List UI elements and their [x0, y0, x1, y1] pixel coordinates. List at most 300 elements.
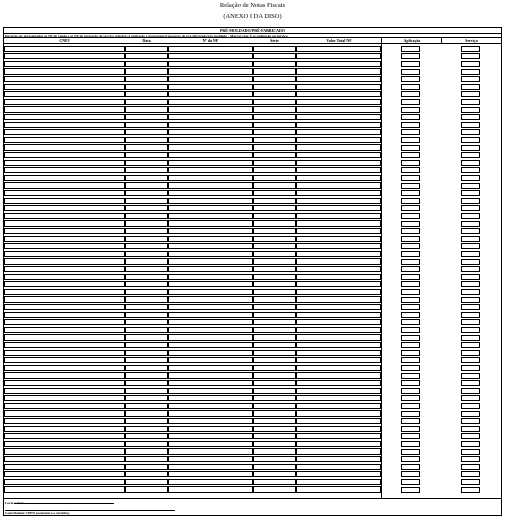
cell-serie[interactable]	[253, 395, 296, 401]
cell-data[interactable]	[125, 327, 168, 333]
cell-data[interactable]	[125, 357, 168, 363]
cell-serie[interactable]	[253, 167, 296, 173]
cell-valor[interactable]	[296, 334, 381, 340]
servico-checkbox[interactable]	[461, 266, 480, 272]
cell-valor[interactable]	[296, 68, 381, 74]
cell-serie[interactable]	[253, 160, 296, 166]
servico-checkbox[interactable]	[461, 395, 480, 401]
cell-cnpj[interactable]	[4, 342, 125, 348]
servico-checkbox[interactable]	[461, 274, 480, 280]
cell-data[interactable]	[125, 167, 168, 173]
cell-nf[interactable]	[168, 205, 253, 211]
cell-data[interactable]	[125, 53, 168, 59]
cell-cnpj[interactable]	[4, 365, 125, 371]
servico-checkbox[interactable]	[461, 183, 480, 189]
cell-serie[interactable]	[253, 312, 296, 318]
cell-cnpj[interactable]	[4, 350, 125, 356]
cell-cnpj[interactable]	[4, 327, 125, 333]
cell-valor[interactable]	[296, 296, 381, 302]
cell-serie[interactable]	[253, 441, 296, 447]
cell-data[interactable]	[125, 281, 168, 287]
cell-valor[interactable]	[296, 312, 381, 318]
servico-checkbox[interactable]	[461, 152, 480, 158]
cell-data[interactable]	[125, 205, 168, 211]
servico-checkbox[interactable]	[461, 46, 480, 52]
cell-nf[interactable]	[168, 76, 253, 82]
cell-cnpj[interactable]	[4, 448, 125, 454]
servico-checkbox[interactable]	[461, 487, 480, 493]
cell-cnpj[interactable]	[4, 334, 125, 340]
servico-checkbox[interactable]	[461, 304, 480, 310]
cell-serie[interactable]	[253, 365, 296, 371]
aplicacao-checkbox[interactable]	[401, 464, 420, 470]
cell-data[interactable]	[125, 388, 168, 394]
aplicacao-checkbox[interactable]	[401, 297, 420, 303]
cell-serie[interactable]	[253, 479, 296, 485]
cell-cnpj[interactable]	[4, 122, 125, 128]
cell-data[interactable]	[125, 68, 168, 74]
cell-valor[interactable]	[296, 251, 381, 257]
cell-cnpj[interactable]	[4, 289, 125, 295]
servico-checkbox[interactable]	[461, 319, 480, 325]
aplicacao-checkbox[interactable]	[401, 327, 420, 333]
cell-nf[interactable]	[168, 418, 253, 424]
cell-valor[interactable]	[296, 456, 381, 462]
cell-serie[interactable]	[253, 152, 296, 158]
cell-data[interactable]	[125, 152, 168, 158]
cell-nf[interactable]	[168, 372, 253, 378]
cell-valor[interactable]	[296, 122, 381, 128]
servico-checkbox[interactable]	[461, 160, 480, 166]
cell-valor[interactable]	[296, 114, 381, 120]
servico-checkbox[interactable]	[461, 433, 480, 439]
aplicacao-checkbox[interactable]	[401, 373, 420, 379]
cell-valor[interactable]	[296, 198, 381, 204]
cell-valor[interactable]	[296, 167, 381, 173]
cell-serie[interactable]	[253, 175, 296, 181]
servico-checkbox[interactable]	[461, 228, 480, 234]
servico-checkbox[interactable]	[461, 403, 480, 409]
cell-serie[interactable]	[253, 236, 296, 242]
cell-cnpj[interactable]	[4, 53, 125, 59]
cell-cnpj[interactable]	[4, 304, 125, 310]
cell-data[interactable]	[125, 304, 168, 310]
aplicacao-checkbox[interactable]	[401, 365, 420, 371]
cell-serie[interactable]	[253, 243, 296, 249]
servico-checkbox[interactable]	[461, 145, 480, 151]
cell-valor[interactable]	[296, 365, 381, 371]
cell-nf[interactable]	[168, 182, 253, 188]
cell-serie[interactable]	[253, 274, 296, 280]
cell-valor[interactable]	[296, 243, 381, 249]
cell-serie[interactable]	[253, 342, 296, 348]
cell-cnpj[interactable]	[4, 281, 125, 287]
cell-serie[interactable]	[253, 464, 296, 470]
cell-serie[interactable]	[253, 84, 296, 90]
cell-data[interactable]	[125, 190, 168, 196]
cell-serie[interactable]	[253, 91, 296, 97]
cell-data[interactable]	[125, 99, 168, 105]
cell-data[interactable]	[125, 342, 168, 348]
aplicacao-checkbox[interactable]	[401, 198, 420, 204]
cell-valor[interactable]	[296, 152, 381, 158]
cell-data[interactable]	[125, 258, 168, 264]
cell-valor[interactable]	[296, 106, 381, 112]
aplicacao-checkbox[interactable]	[401, 122, 420, 128]
cell-valor[interactable]	[296, 175, 381, 181]
cell-nf[interactable]	[168, 68, 253, 74]
aplicacao-checkbox[interactable]	[401, 289, 420, 295]
cell-data[interactable]	[125, 395, 168, 401]
aplicacao-checkbox[interactable]	[401, 107, 420, 113]
cell-cnpj[interactable]	[4, 129, 125, 135]
cell-data[interactable]	[125, 228, 168, 234]
aplicacao-checkbox[interactable]	[401, 190, 420, 196]
cell-valor[interactable]	[296, 319, 381, 325]
aplicacao-checkbox[interactable]	[401, 53, 420, 59]
cell-valor[interactable]	[296, 137, 381, 143]
cell-nf[interactable]	[168, 61, 253, 67]
cell-nf[interactable]	[168, 365, 253, 371]
cell-nf[interactable]	[168, 296, 253, 302]
servico-checkbox[interactable]	[461, 251, 480, 257]
cell-cnpj[interactable]	[4, 228, 125, 234]
cell-serie[interactable]	[253, 403, 296, 409]
cell-nf[interactable]	[168, 198, 253, 204]
servico-checkbox[interactable]	[461, 365, 480, 371]
cell-serie[interactable]	[253, 418, 296, 424]
cell-nf[interactable]	[168, 486, 253, 492]
cell-nf[interactable]	[168, 213, 253, 219]
servico-checkbox[interactable]	[461, 107, 480, 113]
aplicacao-checkbox[interactable]	[401, 228, 420, 234]
aplicacao-checkbox[interactable]	[401, 213, 420, 219]
cell-valor[interactable]	[296, 403, 381, 409]
cell-serie[interactable]	[253, 372, 296, 378]
cell-cnpj[interactable]	[4, 372, 125, 378]
servico-checkbox[interactable]	[461, 297, 480, 303]
cell-data[interactable]	[125, 365, 168, 371]
cell-cnpj[interactable]	[4, 357, 125, 363]
cell-serie[interactable]	[253, 205, 296, 211]
servico-checkbox[interactable]	[461, 312, 480, 318]
cell-valor[interactable]	[296, 471, 381, 477]
cell-cnpj[interactable]	[4, 433, 125, 439]
cell-data[interactable]	[125, 266, 168, 272]
cell-cnpj[interactable]	[4, 456, 125, 462]
cell-data[interactable]	[125, 418, 168, 424]
cell-valor[interactable]	[296, 464, 381, 470]
cell-nf[interactable]	[168, 403, 253, 409]
cell-cnpj[interactable]	[4, 319, 125, 325]
cell-data[interactable]	[125, 403, 168, 409]
aplicacao-checkbox[interactable]	[401, 411, 420, 417]
aplicacao-checkbox[interactable]	[401, 479, 420, 485]
servico-checkbox[interactable]	[461, 373, 480, 379]
cell-cnpj[interactable]	[4, 403, 125, 409]
cell-valor[interactable]	[296, 84, 381, 90]
servico-checkbox[interactable]	[461, 76, 480, 82]
aplicacao-checkbox[interactable]	[401, 61, 420, 67]
cell-valor[interactable]	[296, 76, 381, 82]
cell-serie[interactable]	[253, 190, 296, 196]
cell-nf[interactable]	[168, 114, 253, 120]
cell-serie[interactable]	[253, 296, 296, 302]
servico-checkbox[interactable]	[461, 449, 480, 455]
cell-valor[interactable]	[296, 357, 381, 363]
cell-nf[interactable]	[168, 342, 253, 348]
cell-cnpj[interactable]	[4, 91, 125, 97]
cell-nf[interactable]	[168, 190, 253, 196]
cell-data[interactable]	[125, 91, 168, 97]
cell-valor[interactable]	[296, 380, 381, 386]
cell-data[interactable]	[125, 274, 168, 280]
cell-serie[interactable]	[253, 137, 296, 143]
cell-serie[interactable]	[253, 289, 296, 295]
servico-checkbox[interactable]	[461, 418, 480, 424]
cell-valor[interactable]	[296, 53, 381, 59]
aplicacao-checkbox[interactable]	[401, 129, 420, 135]
cell-serie[interactable]	[253, 46, 296, 52]
cell-serie[interactable]	[253, 122, 296, 128]
cell-nf[interactable]	[168, 410, 253, 416]
cell-cnpj[interactable]	[4, 190, 125, 196]
aplicacao-checkbox[interactable]	[401, 487, 420, 493]
servico-checkbox[interactable]	[461, 342, 480, 348]
cell-cnpj[interactable]	[4, 175, 125, 181]
cell-data[interactable]	[125, 122, 168, 128]
cell-nf[interactable]	[168, 357, 253, 363]
servico-checkbox[interactable]	[461, 175, 480, 181]
cell-valor[interactable]	[296, 410, 381, 416]
cell-serie[interactable]	[253, 99, 296, 105]
cell-data[interactable]	[125, 441, 168, 447]
aplicacao-checkbox[interactable]	[401, 395, 420, 401]
cell-nf[interactable]	[168, 91, 253, 97]
aplicacao-checkbox[interactable]	[401, 433, 420, 439]
cell-nf[interactable]	[168, 175, 253, 181]
aplicacao-checkbox[interactable]	[401, 418, 420, 424]
aplicacao-checkbox[interactable]	[401, 380, 420, 386]
aplicacao-checkbox[interactable]	[401, 183, 420, 189]
cell-data[interactable]	[125, 137, 168, 143]
servico-checkbox[interactable]	[461, 327, 480, 333]
cell-cnpj[interactable]	[4, 106, 125, 112]
cell-serie[interactable]	[253, 61, 296, 67]
cell-valor[interactable]	[296, 160, 381, 166]
cell-nf[interactable]	[168, 144, 253, 150]
cell-valor[interactable]	[296, 289, 381, 295]
cell-serie[interactable]	[253, 357, 296, 363]
cell-data[interactable]	[125, 296, 168, 302]
cell-nf[interactable]	[168, 160, 253, 166]
cell-cnpj[interactable]	[4, 266, 125, 272]
cell-data[interactable]	[125, 350, 168, 356]
servico-checkbox[interactable]	[461, 114, 480, 120]
cell-nf[interactable]	[168, 281, 253, 287]
cell-cnpj[interactable]	[4, 61, 125, 67]
cell-data[interactable]	[125, 182, 168, 188]
cell-valor[interactable]	[296, 281, 381, 287]
cell-nf[interactable]	[168, 448, 253, 454]
servico-checkbox[interactable]	[461, 61, 480, 67]
cell-serie[interactable]	[253, 76, 296, 82]
cell-valor[interactable]	[296, 61, 381, 67]
servico-checkbox[interactable]	[461, 281, 480, 287]
cell-nf[interactable]	[168, 350, 253, 356]
servico-checkbox[interactable]	[461, 388, 480, 394]
cell-nf[interactable]	[168, 319, 253, 325]
aplicacao-checkbox[interactable]	[401, 167, 420, 173]
aplicacao-checkbox[interactable]	[401, 471, 420, 477]
cell-serie[interactable]	[253, 471, 296, 477]
cell-data[interactable]	[125, 448, 168, 454]
cell-valor[interactable]	[296, 372, 381, 378]
cell-cnpj[interactable]	[4, 46, 125, 52]
cell-nf[interactable]	[168, 236, 253, 242]
cell-valor[interactable]	[296, 266, 381, 272]
cell-valor[interactable]	[296, 258, 381, 264]
aplicacao-checkbox[interactable]	[401, 342, 420, 348]
aplicacao-checkbox[interactable]	[401, 145, 420, 151]
aplicacao-checkbox[interactable]	[401, 205, 420, 211]
servico-checkbox[interactable]	[461, 205, 480, 211]
servico-checkbox[interactable]	[461, 236, 480, 242]
cell-serie[interactable]	[253, 426, 296, 432]
cell-data[interactable]	[125, 243, 168, 249]
cell-nf[interactable]	[168, 388, 253, 394]
cell-nf[interactable]	[168, 274, 253, 280]
cell-serie[interactable]	[253, 380, 296, 386]
aplicacao-checkbox[interactable]	[401, 426, 420, 432]
cell-data[interactable]	[125, 76, 168, 82]
cell-cnpj[interactable]	[4, 380, 125, 386]
aplicacao-checkbox[interactable]	[401, 243, 420, 249]
cell-nf[interactable]	[168, 289, 253, 295]
cell-data[interactable]	[125, 106, 168, 112]
cell-cnpj[interactable]	[4, 464, 125, 470]
cell-data[interactable]	[125, 160, 168, 166]
cell-nf[interactable]	[168, 380, 253, 386]
cell-nf[interactable]	[168, 129, 253, 135]
cell-serie[interactable]	[253, 319, 296, 325]
cell-nf[interactable]	[168, 137, 253, 143]
aplicacao-checkbox[interactable]	[401, 357, 420, 363]
cell-nf[interactable]	[168, 464, 253, 470]
cell-valor[interactable]	[296, 395, 381, 401]
servico-checkbox[interactable]	[461, 464, 480, 470]
aplicacao-checkbox[interactable]	[401, 152, 420, 158]
cell-nf[interactable]	[168, 471, 253, 477]
cell-cnpj[interactable]	[4, 68, 125, 74]
cell-cnpj[interactable]	[4, 205, 125, 211]
cell-serie[interactable]	[253, 266, 296, 272]
cell-valor[interactable]	[296, 304, 381, 310]
cell-valor[interactable]	[296, 486, 381, 492]
cell-nf[interactable]	[168, 220, 253, 226]
cell-data[interactable]	[125, 410, 168, 416]
servico-checkbox[interactable]	[461, 53, 480, 59]
cell-nf[interactable]	[168, 53, 253, 59]
cell-cnpj[interactable]	[4, 251, 125, 257]
aplicacao-checkbox[interactable]	[401, 137, 420, 143]
cell-serie[interactable]	[253, 220, 296, 226]
cell-nf[interactable]	[168, 479, 253, 485]
aplicacao-checkbox[interactable]	[401, 114, 420, 120]
servico-checkbox[interactable]	[461, 84, 480, 90]
cell-data[interactable]	[125, 380, 168, 386]
servico-checkbox[interactable]	[461, 198, 480, 204]
cell-cnpj[interactable]	[4, 167, 125, 173]
cell-cnpj[interactable]	[4, 479, 125, 485]
aplicacao-checkbox[interactable]	[401, 456, 420, 462]
cell-valor[interactable]	[296, 213, 381, 219]
servico-checkbox[interactable]	[461, 190, 480, 196]
cell-data[interactable]	[125, 471, 168, 477]
cell-serie[interactable]	[253, 334, 296, 340]
cell-data[interactable]	[125, 479, 168, 485]
cell-valor[interactable]	[296, 99, 381, 105]
cell-nf[interactable]	[168, 334, 253, 340]
cell-cnpj[interactable]	[4, 388, 125, 394]
cell-serie[interactable]	[253, 106, 296, 112]
cell-nf[interactable]	[168, 312, 253, 318]
cell-cnpj[interactable]	[4, 76, 125, 82]
cell-valor[interactable]	[296, 350, 381, 356]
cell-data[interactable]	[125, 46, 168, 52]
servico-checkbox[interactable]	[461, 289, 480, 295]
aplicacao-checkbox[interactable]	[401, 441, 420, 447]
cell-serie[interactable]	[253, 213, 296, 219]
cell-data[interactable]	[125, 372, 168, 378]
servico-checkbox[interactable]	[461, 357, 480, 363]
cell-data[interactable]	[125, 236, 168, 242]
cell-valor[interactable]	[296, 220, 381, 226]
aplicacao-checkbox[interactable]	[401, 221, 420, 227]
servico-checkbox[interactable]	[461, 167, 480, 173]
cell-data[interactable]	[125, 129, 168, 135]
cell-serie[interactable]	[253, 410, 296, 416]
cell-nf[interactable]	[168, 84, 253, 90]
cell-valor[interactable]	[296, 426, 381, 432]
aplicacao-checkbox[interactable]	[401, 449, 420, 455]
cell-valor[interactable]	[296, 448, 381, 454]
cell-valor[interactable]	[296, 46, 381, 52]
cell-nf[interactable]	[168, 395, 253, 401]
cell-data[interactable]	[125, 114, 168, 120]
aplicacao-checkbox[interactable]	[401, 335, 420, 341]
cell-data[interactable]	[125, 319, 168, 325]
cell-data[interactable]	[125, 61, 168, 67]
cell-serie[interactable]	[253, 327, 296, 333]
cell-data[interactable]	[125, 312, 168, 318]
cell-cnpj[interactable]	[4, 198, 125, 204]
cell-cnpj[interactable]	[4, 395, 125, 401]
cell-cnpj[interactable]	[4, 274, 125, 280]
servico-checkbox[interactable]	[461, 243, 480, 249]
cell-serie[interactable]	[253, 456, 296, 462]
cell-valor[interactable]	[296, 388, 381, 394]
cell-serie[interactable]	[253, 228, 296, 234]
cell-cnpj[interactable]	[4, 182, 125, 188]
cell-valor[interactable]	[296, 433, 381, 439]
cell-cnpj[interactable]	[4, 426, 125, 432]
servico-checkbox[interactable]	[461, 129, 480, 135]
cell-valor[interactable]	[296, 418, 381, 424]
servico-checkbox[interactable]	[461, 441, 480, 447]
cell-nf[interactable]	[168, 243, 253, 249]
cell-valor[interactable]	[296, 228, 381, 234]
